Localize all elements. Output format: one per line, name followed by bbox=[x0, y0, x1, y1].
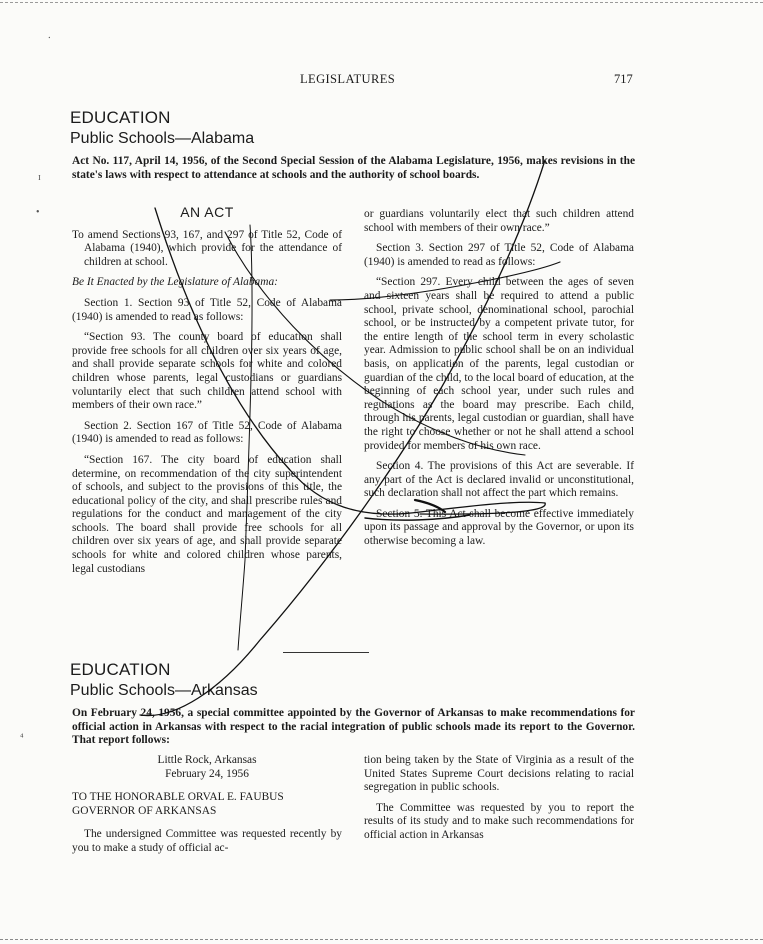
section-3: Section 3. Section 297 of Title 52, Code of Alabama (1940) is amended to read as follows: bbox=[364, 242, 634, 268]
subsection-title-alabama: Public Schools—Alabama bbox=[70, 130, 255, 147]
letter-body-continued: tion being taken by the State of Virginia as a result of the United States Supreme Court decisions relating to racial segregation in public schools. bbox=[364, 754, 634, 794]
running-head: LEGISLATURES bbox=[300, 72, 396, 86]
page-number: 717 bbox=[614, 72, 633, 86]
letter-request-paragraph: The Committee was requested by you to report the results of its study and to make such recommendations for official action in Arkansas bbox=[364, 801, 634, 841]
section-297-text: “Section 297. Every child between the ages of seven and sixteen years shall be required to attend a public school, private school, denominational school, parochial school, or be instructed by a competent private tutor, for the entire length of the school term in every scholastic year. Admission to public school shall be on an individual basis, on application of the parents, legal custodian or guardian of the child, to the local board of education, at the beginning of each school year, under such rules and regulations as the board may prescribe. Each child, through his parents, legal custodian or guardian, shall have the right to choose whether or not he shall attend a school provided for members of his own race. bbox=[364, 276, 634, 452]
margin-speck: ɪ bbox=[38, 172, 41, 183]
act-caption: To amend Sections 93, 167, and 297 of Title 52, Code of Alabama (1940), which provide for the attendance of children at school. bbox=[72, 228, 342, 268]
section-2: Section 2. Section 167 of Title 52, Code of Alabama (1940) is amended to read as follows: bbox=[72, 419, 342, 446]
letter-place: Little Rock, Arkansas bbox=[157, 754, 257, 766]
section-title-arkansas: EDUCATION bbox=[70, 660, 171, 679]
section-167-text: “Section 167. The city board of education shall determine, on recommendation of the city superintendent of schools, and subject to the provisions of this title, the educational policy of the city, and shall prescribe rules and regulations for the conduct and management of the city schools. The board shall provide free schools for all children over six years of age, and shall provide separate schools for white and colored children whose parents, legal custodians bbox=[72, 453, 342, 575]
section-1: Section 1. Section 93 of Title 52, Code of Alabama (1940) is amended to read as follows: bbox=[72, 296, 342, 323]
page-top-edge bbox=[0, 2, 763, 3]
letter-addressee-line2: GOVERNOR OF ARKANSAS bbox=[72, 804, 217, 817]
section-93-text: “Section 93. The county board of education shall provide free schools for all children over six years of age, and shall provide separate schools for white and colored children whose parents, legal custodians or guardians voluntarily elect that such children attend school with members of their own race.” bbox=[72, 331, 342, 412]
margin-speck: • bbox=[36, 207, 40, 218]
arkansas-right-column bbox=[364, 754, 634, 850]
letter-body: The undersigned Committee was requested recently by you to make a study of official ac- bbox=[72, 828, 342, 854]
section-divider bbox=[283, 652, 369, 653]
section-5: Section 5. This Act shall become effective immediately upon its passage and approval by the Governor, or upon its otherwise becoming a law. bbox=[364, 507, 634, 548]
letter-addressee-line1: TO THE HONORABLE ORVAL E. FAUBUS bbox=[72, 791, 284, 804]
headnote-arkansas: On February 24, 1956, a special committee appointed by the Governor of Arkansas to make recommendations for official action in Arkansas with respect to the racial integration of public schools made its report to the Governor. That report follows: bbox=[72, 707, 635, 746]
act-title: AN ACT bbox=[180, 204, 234, 220]
alabama-left-column bbox=[72, 206, 342, 583]
headnote-alabama: Act No. 117, April 14, 1956, of the Second Special Session of the Alabama Legislature, 1956, makes revisions in the state's laws with respect to attendance at schools and the authority of school boards. bbox=[72, 155, 635, 181]
section-4: Section 4. The provisions of this Act are severable. If any part of the Act is declared invalid or unconstitutional, such declaration shall not affect the part which remains. bbox=[364, 460, 634, 500]
alabama-right-column bbox=[364, 208, 634, 556]
enacting-clause: Be It Enacted by the Legislature of Alabama: bbox=[72, 276, 278, 289]
page-bottom-edge bbox=[0, 939, 763, 940]
arkansas-left-column bbox=[72, 754, 342, 863]
subsection-title-arkansas: Public Schools—Arkansas bbox=[70, 682, 258, 699]
margin-speck: ⁴ bbox=[20, 732, 24, 743]
section-167-continued: or guardians voluntarily elect that such children attend school with members of their own race.” bbox=[364, 208, 634, 234]
letter-date: February 24, 1956 bbox=[165, 767, 249, 780]
section-title-alabama: EDUCATION bbox=[70, 108, 171, 127]
margin-speck: ⸱ bbox=[48, 33, 51, 44]
